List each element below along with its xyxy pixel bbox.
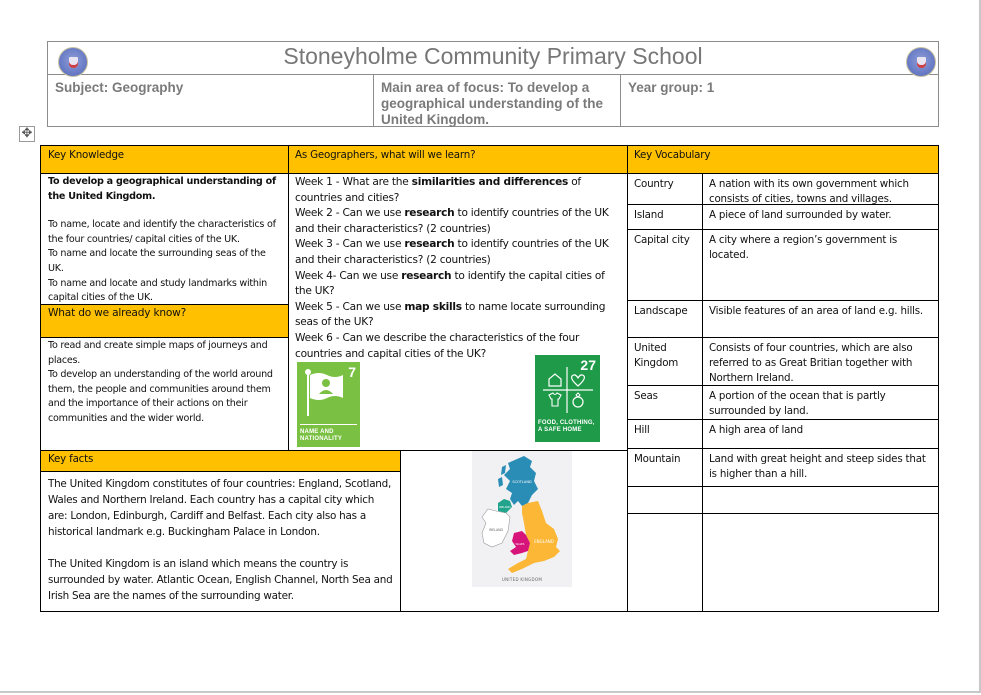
vocabulary-term: Capital city <box>628 230 703 301</box>
week-item: Week 5 - Can we use map skills to name locate surrounding seas of the UK? <box>295 300 606 329</box>
school-name: Stoneyholme Community Primary School <box>283 43 703 69</box>
vocabulary-definition: Visible features of an area of land e.g. hills. <box>703 301 939 338</box>
key-facts-paragraph: The United Kingdom is an island which means the country is surrounded by water. Atlantic Ocean, English Channel, North Sea and Irish Sea are the names of the surrounding water. <box>48 558 393 602</box>
key-knowledge-header <box>40 145 289 174</box>
subject-label: Subject: Geography <box>48 75 374 127</box>
key-facts-body <box>40 472 401 612</box>
vocabulary-definition: A high area of land <box>703 420 939 449</box>
badge-caption: FOOD, CLOTHING, A SAFE HOME <box>538 420 595 433</box>
main-focus-label: Main area of focus: To develop a geographical understanding of the United Kingdom. <box>374 75 621 127</box>
learn-header <box>289 145 628 174</box>
england-label: ENGLAND <box>534 539 554 544</box>
key-knowledge-body <box>40 174 289 304</box>
badge-divider <box>300 424 357 425</box>
vocabulary-header <box>628 145 939 174</box>
move-arrows-icon[interactable]: ✥ <box>19 126 35 142</box>
school-header-table <box>47 41 939 127</box>
vocabulary-term: Country <box>628 174 703 205</box>
uk-map-icon <box>472 451 572 587</box>
week-item: Week 3 - Can we use research to identify countries of the UK and their characteristics? (2 countries) <box>295 238 609 266</box>
key-facts-header <box>40 450 401 472</box>
week-item: Week 2 - Can we use research to identify countries of the UK and their characteristics? (2 countries) <box>295 207 609 235</box>
vocabulary-term <box>628 514 703 612</box>
key-knowledge-point: To name and locate the surrounding seas of the UK. <box>48 248 266 274</box>
vocabulary-term: Hill <box>628 420 703 449</box>
badge-number: 27 <box>580 357 596 373</box>
flag-person-icon <box>297 362 360 422</box>
learn-heading: As Geographers, what will we learn? <box>295 149 476 161</box>
already-know-point: To read and create simple maps of journeys and places. <box>48 340 268 366</box>
northern-ireland-label: N. IRELAND <box>495 506 511 509</box>
vocabulary-term: United Kingdom <box>628 338 703 386</box>
vocabulary-heading: Key Vocabulary <box>634 149 711 161</box>
year-group-label: Year group: 1 <box>628 80 715 95</box>
badge-name-and-nationality <box>297 362 360 447</box>
scotland-label: SCOTLAND <box>512 480 532 484</box>
vocabulary-definition: A nation with its own government which consists of cities, towns and villages. <box>703 174 939 205</box>
key-knowledge-intro: To develop a geographical understanding of the United Kingdom. <box>48 176 276 202</box>
week-item: Week 4- Can we use research to identify the capital cities of the UK? <box>295 269 605 298</box>
vocabulary-definition: A piece of land surrounded by water. <box>703 205 939 230</box>
already-know-heading: What do we already know? <box>48 307 187 319</box>
vocabulary-term: Mountain <box>628 449 703 487</box>
key-facts-paragraph: The United Kingdom constitutes of four countries: England, Scotland, Wales and Northern Ireland. Each country has a capital city which are: London, Edinburgh, Cardiff and Belfast. Each city also has a historical landmark e.g. Buckingham Palace in London. <box>48 478 392 538</box>
map-caption: UNITED KINGDOM <box>501 577 543 582</box>
title-row <box>48 42 938 75</box>
already-know-body <box>40 338 289 450</box>
badge-number: 7 <box>348 364 356 380</box>
key-knowledge-point: To name and locate and study landmarks within capital cities of the UK. <box>48 277 267 304</box>
uk-map-image <box>472 451 572 587</box>
vocabulary-term <box>628 487 703 514</box>
ireland-label: IRELAND <box>488 528 504 532</box>
vocabulary-definition <box>703 487 939 514</box>
vocabulary-definition: Land with great height and steep sides that is higher than a hill. <box>703 449 939 487</box>
key-knowledge-heading: Key Knowledge <box>48 149 124 161</box>
school-crest-icon <box>906 47 936 77</box>
vocabulary-term: Landscape <box>628 301 703 338</box>
week-item: Week 1 - What are the similarities and differences of countries and cities? <box>295 176 581 204</box>
wales-label: WALES <box>515 543 525 546</box>
key-knowledge-point: To name, locate and identify the characteristics of the four countries/ capital cities of the UK. <box>48 219 276 245</box>
badge-food-clothing-home <box>535 355 600 442</box>
vocabulary-definition <box>703 514 939 612</box>
key-facts-heading: Key facts <box>48 453 94 465</box>
vocabulary-definition: Consists of four countries, which are also referred to as Great Britian together with Northern Ireland. <box>703 338 939 386</box>
vocabulary-term: Island <box>628 205 703 230</box>
vocabulary-definition: A portion of the ocean that is partly surrounded by land. <box>703 386 939 420</box>
already-know-header <box>40 304 289 338</box>
home-heart-shirt-ring-icon <box>535 355 600 417</box>
week-item: Week 6 - Can we describe the characteristics of the four countries and capital cities of the UK? <box>295 331 580 360</box>
vocabulary-definition: A city where a region’s government is located. <box>703 230 939 301</box>
vocabulary-term: Seas <box>628 386 703 420</box>
badge-caption: NAME AND NATIONALITY <box>300 429 343 442</box>
already-know-point: To develop an understanding of the world around them, the people and communities around them and the importance of their actions on their communities and the wider world. <box>48 369 273 424</box>
